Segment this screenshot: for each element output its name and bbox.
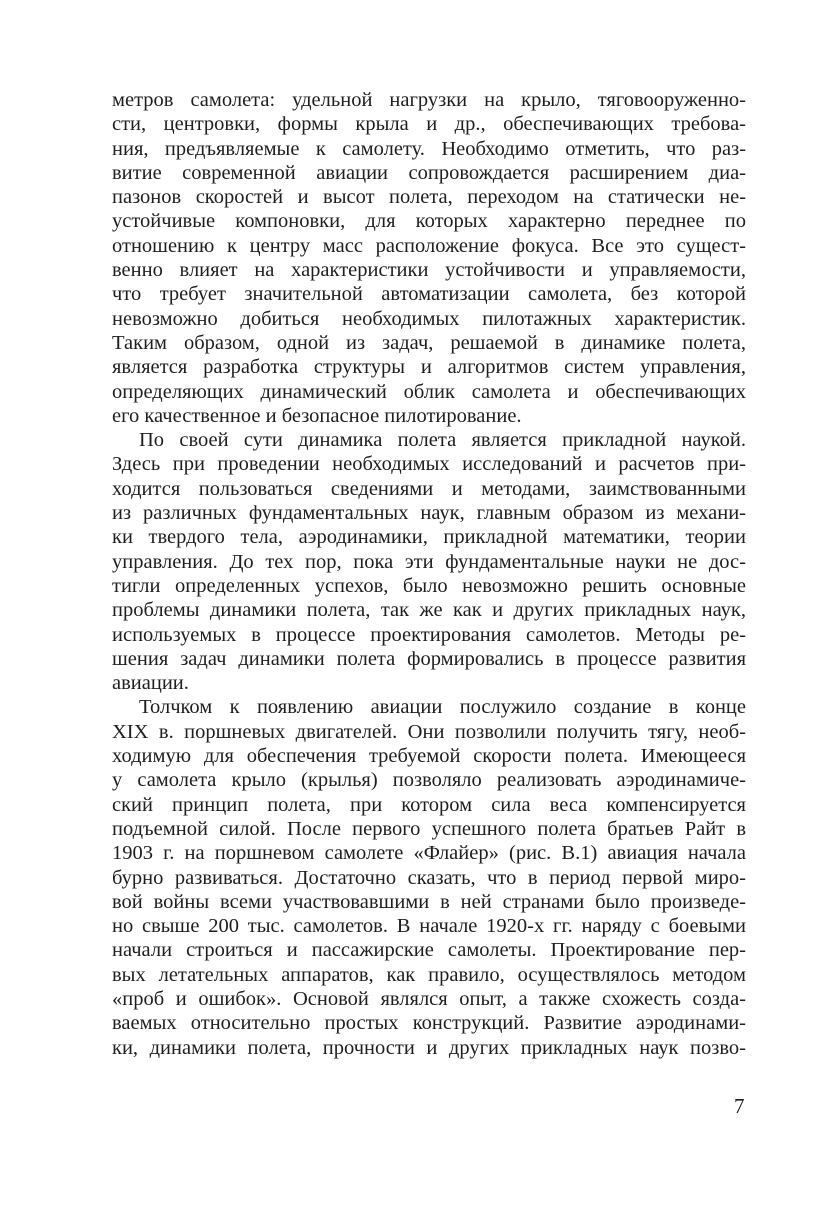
text-line: По своей сути динамика полета является прикладной наукой. (139, 429, 746, 452)
text-line: начали строиться и пассажирские самолеты. Проектирование пер- (112, 939, 746, 962)
text-line: из различных фундаментальных наук, главным образом из механи- (112, 502, 746, 525)
text-line: отношению к центру масс расположение фокуса. Все это сущест- (112, 234, 746, 257)
text-line: проблемы динамики полета, так же как и других прикладных наук, (112, 599, 746, 622)
text-line: устойчивые компоновки, для которых характерно переднее по (112, 210, 746, 233)
text-line: витие современной авиации сопровождается расширением диа- (112, 161, 746, 184)
body-text (112, 88, 746, 1060)
text-line: пазонов скоростей и высот полета, переходом на статически не- (112, 186, 746, 209)
text-line: авиации. (112, 672, 189, 695)
text-line: невозможно добиться необходимых пилотажных характеристик. (112, 307, 746, 330)
text-line: у самолета крыло (крылья) позволяло реализовать аэродинамиче- (112, 769, 746, 792)
text-line: Толчком к появлению авиации послужило создание в конце (139, 696, 746, 719)
text-line: XIX в. поршневых двигателей. Они позволили получить тягу, необ- (112, 720, 746, 743)
text-line: бурно развиваться. Достаточно сказать, что в период первой миро- (112, 866, 746, 889)
text-line: 1903 г. на поршневом самолете «Флайер» (рис. В.1) авиация начала (112, 842, 746, 865)
text-line: ки твердого тела, аэродинамики, прикладной математики, теории (112, 526, 746, 549)
text-line: ки, динамики полета, прочности и других прикладных наук позво- (112, 1036, 746, 1059)
text-line: определяющих динамический облик самолета и обеспечивающих (112, 380, 746, 403)
text-line: шения задач динамики полета формировались в процессе развития (112, 647, 746, 670)
text-line: Таким образом, одной из задач, решаемой в динамике полета, (112, 331, 746, 354)
text-line: «проб и ошибок». Основой являлся опыт, а также схожесть созда- (112, 987, 746, 1010)
text-line: ния, предъявляемые к самолету. Необходимо отметить, что раз- (112, 137, 746, 160)
text-line: подъемной силой. После первого успешного полета братьев Райт в (112, 817, 746, 840)
text-line: венно влияет на характеристики устойчивости и управляемости, (112, 259, 746, 282)
text-line: ский принцип полета, при котором сила веса компенсируется (112, 793, 746, 816)
text-line: ходится пользоваться сведениями и методами, заимствованными (112, 477, 746, 500)
text-line: используемых в процессе проектирования самолетов. Методы ре- (112, 623, 746, 646)
text-line: его качественное и безопасное пилотирование. (112, 404, 522, 427)
text-line: что требует значительной автоматизации самолета, без которой (112, 283, 746, 306)
text-line: Здесь при проведении необходимых исследований и расчетов при- (112, 453, 746, 476)
text-line: управления. До тех пор, пока эти фундаментальные науки не дос- (112, 550, 746, 573)
text-line: метров самолета: удельной нагрузки на крыло, тяговооруженно- (112, 89, 746, 111)
paragraph (112, 695, 746, 1059)
page-number: 7 (734, 1094, 745, 1118)
text-line: вых летательных аппаратов, как правило, осуществлялось методом (112, 963, 746, 986)
paragraph (112, 428, 746, 695)
text-line: вой войны всеми участвовавшими в ней странами было произведе- (112, 890, 746, 913)
text-line: является разработка структуры и алгоритмов систем управления, (112, 356, 746, 379)
paragraph (112, 88, 746, 428)
text-line: сти, центровки, формы крыла и др., обеспечивающих требова- (112, 113, 746, 136)
text-line: но свыше 200 тыс. самолетов. В начале 1920-х гг. наряду с боевыми (112, 915, 746, 938)
text-line: ваемых относительно простых конструкций. Развитие аэродинами- (112, 1012, 746, 1035)
text-line: ходимую для обеспечения требуемой скорости полета. Имеющееся (112, 745, 746, 768)
text-line: тигли определенных успехов, было невозможно решить основные (112, 574, 746, 597)
